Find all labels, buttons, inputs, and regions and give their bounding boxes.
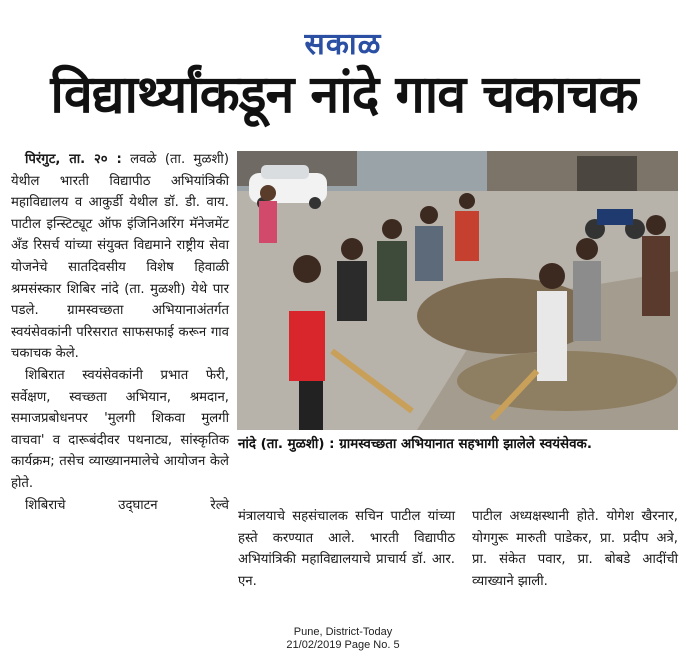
footer-source: Pune, District-Today [293, 626, 393, 638]
dateline: पिरंगुट, ता. २० : [25, 152, 122, 167]
article-photo [237, 151, 678, 430]
footer-date-page: 21/02/2019 Page No. 5 [286, 639, 400, 651]
photo-caption: नांदे (ता. मुळशी) : ग्रामस्वच्छता अभियानात सहभागी झालेले स्वयंसेवक. [238, 437, 592, 452]
paragraph-2: शिबिरात स्वयंसेवकांनी प्रभात फेरी, सर्वेक्षण, स्वच्छता अभियान, श्रमदान, समाजप्रबोधनपर 'मुलगी शिकवा मुलगी वाचवा' व दारूबंदीवर पथनाट्य, सांस्कृतिक कार्यक्रम; तसेच व्याख्यानमालेचे आयोजन केले होते. [11, 367, 229, 491]
paragraph-1: लवळे (ता. मुळशी) येथील भारती विद्यापीठ अभियांत्रिकी महाविद्यालय व आकुर्डी येथील डॉ. डी. वाय. पाटील इन्स्टिट्यूट ऑफ इंजिनिअरिंग मॅनेजमेंट अँड रिसर्च यांच्या संयुक्त विद्यमाने राष्ट्रीय सेवा योजनेचे सातदिवसीय विशेष हिवाळी श्रमसंस्कार शिबिर नांदे (ता. मुळशी) येथे पार पडले. ग्रामस्वच्छता अभियानाअंतर्गत स्वयंसेवकांनी परिसरात साफसफाई करून गाव चकाचक केले. [11, 152, 229, 362]
article-column-2 [238, 506, 455, 592]
article-column-3 [472, 506, 678, 592]
photo-illustration [237, 151, 678, 430]
column-2-text: मंत्रालयाचे सहसंचालक सचिन पाटील यांच्या हस्ते करण्यात आले. भारती विद्यापीठ अभियांत्रिकी महाविद्यालयाचे प्राचार्य डॉ. आर. एन. [238, 509, 455, 589]
article-column-1 [11, 149, 229, 516]
column-3-text: पाटील अध्यक्षस्थानी होते. योगेश खैरनार, योगगुरू मारुती पाडेकर, प्रा. प्रदीप अत्रे, प्रा. संकेत पवार, प्रा. बोबडे आदींची व्याख्याने झाली. [472, 509, 678, 589]
headline: विद्यार्थ्यांकडून नांदे गाव चकाचक [50, 65, 638, 125]
paragraph-3: शिबिराचे उद्‌घाटन रेल्वे [25, 497, 229, 513]
masthead-logo: सकाळ [304, 27, 382, 62]
